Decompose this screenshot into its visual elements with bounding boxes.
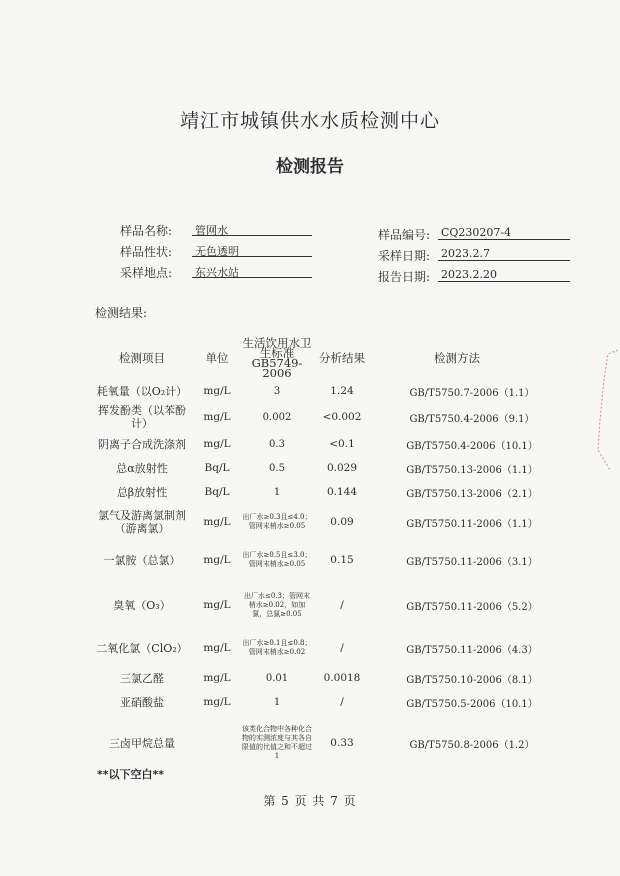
row-unit: mg/L xyxy=(203,411,231,423)
header-standard: 生活饮用水卫生标准GB5749-2006 xyxy=(242,336,312,380)
table-row xyxy=(92,480,542,504)
row-method: GB/T5750.5-2006（10.1） xyxy=(406,698,538,710)
page-number: 第 5 页 共 7 页 xyxy=(263,794,357,808)
row-method: GB/T5750.11-2006（1.1） xyxy=(406,518,538,530)
sample-props-value: 无色透明 xyxy=(192,243,312,257)
row-unit xyxy=(192,714,242,772)
row-limit: 0.002 xyxy=(262,411,292,423)
row-method: GB/T5750.13-2006（1.1） xyxy=(406,464,538,476)
row-unit: mg/L xyxy=(203,516,231,528)
org-title: 靖江市城镇供水水质检测中心 xyxy=(179,110,440,132)
sample-name-label: 样品名称: xyxy=(120,224,173,238)
table-row xyxy=(92,630,542,666)
table-row xyxy=(92,666,542,690)
row-method: GB/T5750.11-2006（5.2） xyxy=(406,601,538,613)
table-row xyxy=(92,432,542,456)
table-row xyxy=(92,402,542,432)
row-item: 三卤甲烷总量 xyxy=(109,736,175,750)
row-unit: mg/L xyxy=(203,672,231,684)
results-label: 检测结果: xyxy=(95,306,148,320)
row-unit: mg/L xyxy=(203,642,231,654)
row-item: 总α放射性 xyxy=(116,461,168,475)
row-unit: mg/L xyxy=(203,438,231,450)
row-limit: 出厂水≥0.1且≤0.8；管网末梢水≥0.02 xyxy=(242,639,312,656)
report-date-value: 2023.2.20 xyxy=(438,268,570,282)
table-row xyxy=(92,380,542,402)
row-item: 臭氧（O₃） xyxy=(113,598,171,612)
row-limit: 出厂水≥0.3且≤4.0；管网末梢水≥0.05 xyxy=(242,513,312,530)
header-method: 检测方法 xyxy=(434,351,480,365)
row-result: / xyxy=(340,599,344,611)
row-method: GB/T5750.7-2006（1.1） xyxy=(409,387,535,399)
row-method: GB/T5750.4-2006（9.1） xyxy=(409,413,535,425)
table-row xyxy=(92,456,542,480)
row-unit: Bq/L xyxy=(204,486,230,498)
row-method: GB/T5750.8-2006（1.2） xyxy=(409,739,535,751)
row-limit: 该类化合物中各种化合物的实测浓度与其各自限值的比值之和不超过1 xyxy=(242,725,312,760)
row-item: 三氯乙醛 xyxy=(120,671,164,685)
sampling-site-label: 采样地点: xyxy=(120,266,173,280)
row-result: 0.0018 xyxy=(323,672,361,684)
table-row xyxy=(92,580,542,630)
row-method: GB/T5750.10-2006（8.1） xyxy=(406,674,538,686)
row-result: 0.029 xyxy=(326,462,358,474)
report-date-label: 报告日期: xyxy=(378,270,431,284)
table-row xyxy=(92,540,542,580)
row-limit: 0.01 xyxy=(265,672,289,684)
doc-title: 检测报告 xyxy=(276,157,344,177)
row-limit: 1 xyxy=(273,486,281,498)
row-unit: mg/L xyxy=(203,599,231,611)
results-table xyxy=(92,336,542,772)
sample-no-label: 样品编号: xyxy=(378,228,431,242)
sample-name-value: 管网水 xyxy=(192,222,312,236)
row-item: 阴离子合成洗涤剂 xyxy=(98,437,186,451)
row-unit: mg/L xyxy=(203,696,231,708)
row-limit: 3 xyxy=(273,385,281,397)
row-item: 挥发酚类（以苯酚计） xyxy=(98,404,186,430)
row-result: <0.1 xyxy=(329,438,355,450)
row-result: / xyxy=(340,696,344,708)
sampling-date-value: 2023.2.7 xyxy=(438,247,570,261)
row-item: 亚硝酸盐 xyxy=(120,695,164,709)
header-unit: 单位 xyxy=(205,351,229,365)
sample-no-value: CQ230207-4 xyxy=(438,226,570,240)
row-item: 一氯胺（总氯） xyxy=(103,553,181,567)
row-result: 1.24 xyxy=(330,385,354,397)
table-header-row xyxy=(92,336,542,380)
row-unit: mg/L xyxy=(203,385,231,397)
row-limit: 1 xyxy=(273,696,281,708)
row-result: 0.33 xyxy=(330,737,354,749)
row-result: <0.002 xyxy=(322,411,362,423)
row-unit: mg/L xyxy=(203,554,231,566)
blank-below-note: **以下空白** xyxy=(97,768,165,781)
row-result: 0.09 xyxy=(330,516,354,528)
sample-props-label: 样品性状: xyxy=(120,245,173,259)
row-result: / xyxy=(340,642,344,654)
sampling-site-value: 东兴水站 xyxy=(192,264,312,278)
sampling-date-label: 采样日期: xyxy=(378,249,431,263)
table-row xyxy=(92,690,542,714)
row-item: 氯气及游离氯制剂（游离氯） xyxy=(98,509,186,535)
row-limit: 出厂水≥0.5且≤3.0；管网末梢水≥0.05 xyxy=(242,551,312,568)
row-limit: 0.3 xyxy=(269,438,285,450)
row-item: 二氧化氯（ClO₂） xyxy=(96,641,188,655)
row-result: 0.144 xyxy=(326,486,358,498)
row-item: 总β放射性 xyxy=(116,485,168,499)
seal-fragment-icon xyxy=(590,340,620,480)
row-item: 耗氧量（以O₂计） xyxy=(96,384,188,398)
row-method: GB/T5750.11-2006（3.1） xyxy=(406,556,538,568)
row-method: GB/T5750.11-2006（4.3） xyxy=(406,644,538,656)
row-method: GB/T5750.13-2006（2.1） xyxy=(406,488,538,500)
header-item: 检测项目 xyxy=(119,351,165,365)
row-limit: 出厂水≤0.3；管网末梢水≥0.02，如加氯，总氯≥0.05 xyxy=(244,591,310,618)
row-limit: 0.5 xyxy=(269,462,285,474)
row-unit: Bq/L xyxy=(204,462,230,474)
row-method: GB/T5750.4-2006（10.1） xyxy=(406,440,538,452)
table-row xyxy=(92,504,542,540)
table-row xyxy=(92,714,542,772)
header-result: 分析结果 xyxy=(319,351,365,365)
row-result: 0.15 xyxy=(330,554,354,566)
